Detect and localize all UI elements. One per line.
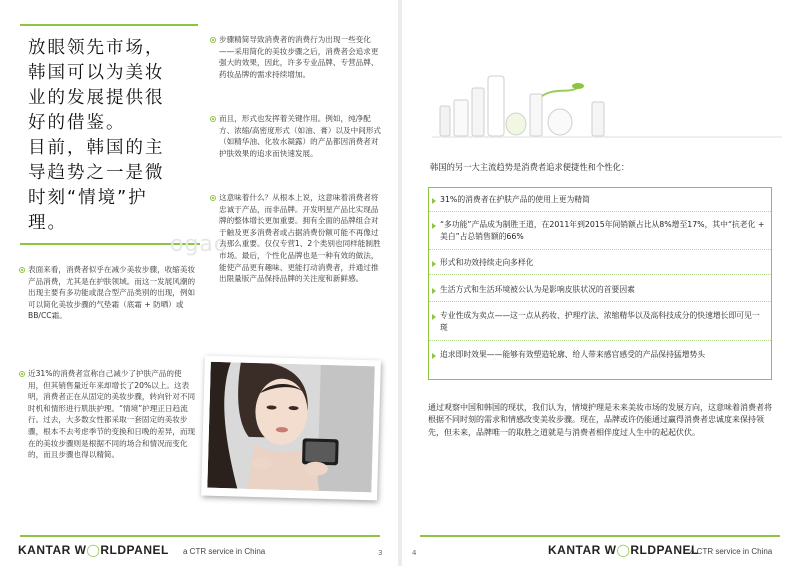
logo-o-icon: ◯ (616, 543, 631, 557)
kantar-worldpanel-logo-right (548, 543, 699, 557)
triangle-bullet-icon (432, 314, 436, 320)
footer-service-text: a CTR service in China (183, 547, 266, 556)
row-divider (429, 274, 771, 275)
trend-item: 专业性成为卖点——这一点从药妆、护理疗法、浓缩精华以及高科技成分的快速增长即可见一斑 (440, 311, 760, 332)
logo-text-b: RLDPANEL (100, 543, 169, 557)
headline-line: 导趋势之一是微 (28, 163, 165, 183)
row-divider (429, 211, 771, 212)
logo-text-a: KANTAR W (548, 543, 617, 557)
footer-rule-right (420, 535, 780, 537)
headline-line: 放眼领先市场， (28, 38, 165, 58)
trend-item: “多功能”产品成为制胜王道，在2011年到2015年间销额占比从8%增至17%，其中“抗老化 + 美白”占总销售额的66% (440, 220, 765, 241)
cosmetics-bottles-illustration (432, 66, 782, 142)
triangle-bullet-icon (432, 353, 436, 359)
row-divider (429, 301, 771, 302)
left-page (0, 0, 398, 566)
headline (28, 36, 200, 236)
bullet-icon (210, 37, 216, 43)
bullet-icon (210, 116, 216, 122)
watermark-text: ogao (170, 232, 229, 257)
logo-text-b: RLDPANEL (630, 543, 699, 557)
intro-text: 韩国的另一大主流趋势是消费者追求便捷性和个性化： (430, 162, 630, 172)
portrait-illustration (207, 362, 374, 493)
col1-paragraph-2: 近31%的消费者宣称自己减少了护肤产品的使用，但其销售量近年来却增长了20%以上。这表明，消费者正在从固定的美妆步骤，转向针对不同时机和情形进行肌肤护理。“情境”护理正日趋流行。过去，大多数女性都采取一套固定的美妆步骤，根本不去考虑季节的变换和日晚的差异，而现在的美妆步骤则是根据不同的场合和情况而变化的，而且步骤也得以精简。 (28, 369, 196, 460)
bullet-icon (19, 371, 25, 377)
logo-text-a: KANTAR W (18, 543, 87, 557)
row-divider (429, 249, 771, 250)
triangle-bullet-icon (432, 261, 436, 267)
trend-item: 追求即时效果——能够有效塑造轮廓、给人带来感官感受的产品保持猛增势头 (440, 350, 706, 359)
headline-line: 韩国可以为美妆 (28, 63, 165, 83)
trend-item: 生活方式和生活环境被公认为是影响皮肤状况的首要因素 (440, 285, 635, 294)
headline-line: 业的发展提供很 (28, 88, 165, 108)
kantar-worldpanel-logo (18, 543, 169, 557)
woman-applying-makeup-photo (201, 356, 381, 501)
headline-line: 目前，韩国的主 (28, 138, 165, 158)
closing-paragraph: 通过观察中国和韩国的现状，我们认为，情境护理是未来美妆市场的发展方向，这意味着消费者将根据不同时刻的需求和情感改变美妆步骤。现在，品牌或许仍能通过赢得消费者忠诚度来保持领先，但未来，品牌唯一的取胜之道就是与消费者相伴度过人生中的起起伏伏。 (428, 403, 772, 437)
headline-top-rule (20, 24, 198, 26)
logo-o-icon: ◯ (86, 543, 101, 557)
footer-rule (20, 535, 380, 537)
row-divider (429, 340, 771, 341)
triangle-bullet-icon (432, 288, 436, 294)
trend-item: 形式和功效持续走向多样化 (440, 258, 534, 267)
col2-paragraph-3: 这意味着什么？从根本上说，这意味着消费者将忠诚于产品，而非品牌。开发明星产品比实现品牌的整体增长更加重要。拥有全面的品牌组合对于触及更多消费者或占据消费份额可能不再像过去那么重要。仅仅专营1、2个类别也同样能制胜市场。最后，个性化品牌也是一种有效的做法，能使产品更有趣味、更能打动消费者，并通过推出限量版产品保持品牌的关注度和新鲜感。 (219, 193, 381, 284)
triangle-bullet-icon (432, 198, 436, 204)
photo-image (207, 362, 374, 493)
triangle-bullet-icon (432, 223, 436, 229)
trend-item: 31%的消费者在护肤产品的使用上更为精简 (440, 195, 590, 204)
col2-paragraph-1: 步骤精简导致消费者的消费行为出现一些变化——采用简化的美妆步骤之后，消费者会追求更强大的效果，因此，许多专业品牌、专营品牌、药妆品牌的需求持续增加。 (219, 35, 379, 79)
page-number: 3 (378, 549, 383, 557)
headline-line: 好的借鉴。 (28, 113, 126, 133)
col2-paragraph-2: 而且，形式也发挥着关键作用。例如，纯净配方、浓缩/高密度形式（如油、膏）以及中间形式（如精华油、化妆水凝露）的产品都因消费者对护肤效果的追求而快速发展。 (219, 114, 382, 158)
col1-paragraph-1: 表面来看，消费者似乎在减少美妆步骤，收缩美妆产品消费，尤其是在护肤领域。而这一发展风潮的出现主要有多功能或混合型产品类别的出现，例如可以简化美妆步骤的气垫霜（底霜 + 防晒）或BB/CC霜。 (28, 265, 196, 321)
headline-line: 理。 (28, 213, 67, 233)
footer-service-text-right: a CTR service in China (690, 547, 773, 556)
page-number-right: 4 (412, 549, 417, 557)
bullet-icon (19, 267, 25, 273)
headline-line: 时刻“情境”护 (28, 188, 148, 208)
bullet-icon (210, 195, 216, 201)
